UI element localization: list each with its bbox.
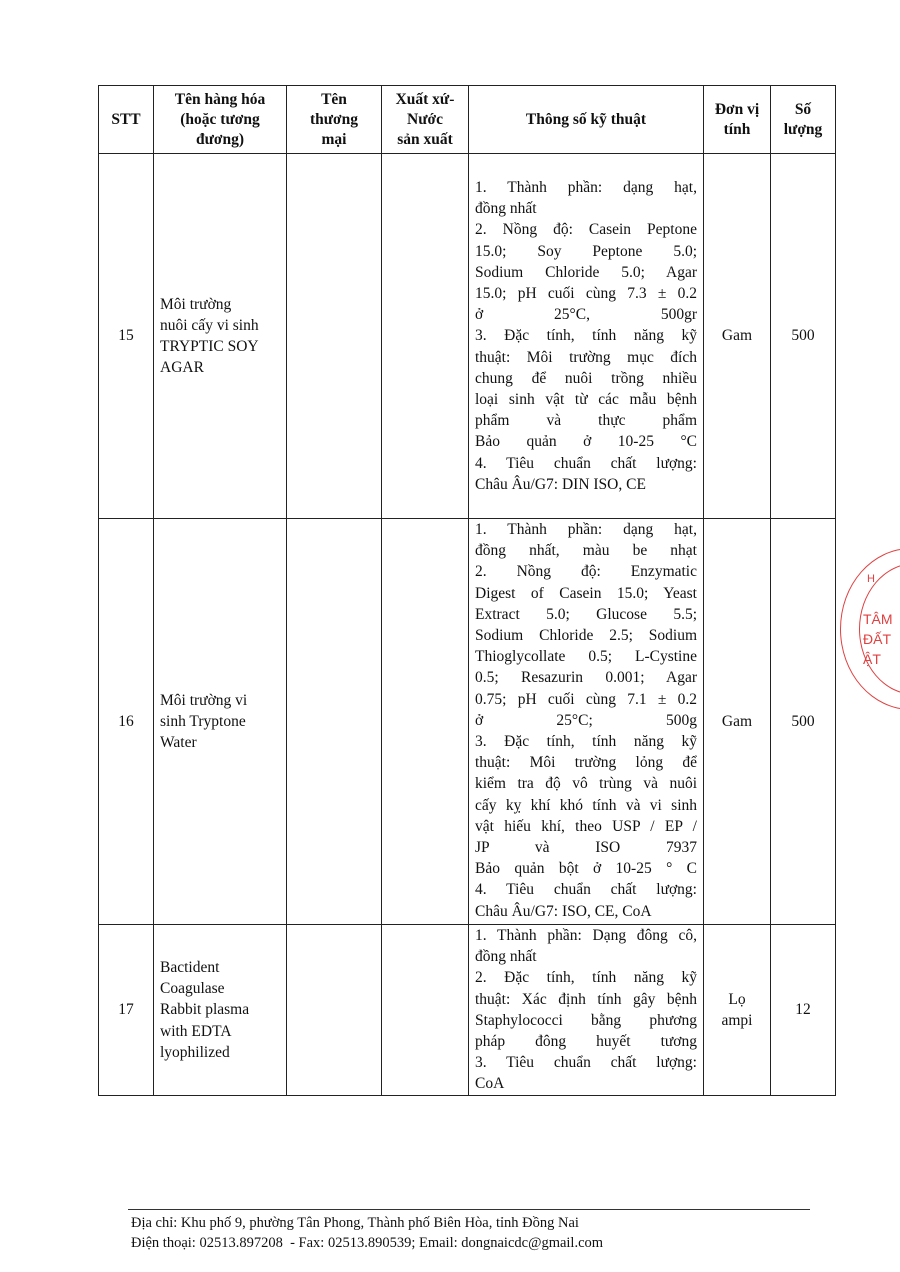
- stamp-text: H: [867, 573, 875, 585]
- footer-contact: Điện thoại: 02513.897208 - Fax: 02513.890539; Email: dongnaicdc@gmail.com: [131, 1235, 604, 1251]
- spec-line: 1. Thành phần: dạng hạt,: [475, 179, 697, 196]
- spec-line: 0.5; Resazurin 0.001; Agar: [475, 669, 697, 687]
- spec-line: 2. Nồng độ: Enzymatic: [475, 563, 697, 581]
- table-row: [99, 154, 836, 519]
- header-stt: STT: [99, 86, 154, 154]
- header-qty: Số lượng: [771, 86, 836, 154]
- spec-line: Sodium Chloride 5.0; Agar: [475, 263, 697, 281]
- spec-line: 1. Thành phần: Dạng đông cô,: [475, 927, 697, 944]
- spec-line: cấy kỵ khí khó tính và vi sinh: [475, 796, 697, 814]
- spec-line: 1. Thành phần: dạng hạt,: [475, 521, 697, 538]
- row-item-name: Môi trường vi sinh Tryptone Water: [154, 519, 287, 925]
- spec-line: ở 25°C, 500gr: [475, 306, 697, 324]
- row-origin: [382, 154, 469, 519]
- stamp-text: ẬT: [863, 651, 881, 667]
- row-unit: Lọ ampi: [704, 925, 771, 1096]
- spec-line: vật hiếu khí, theo USP / EP /: [475, 817, 697, 835]
- row-spec: [469, 925, 704, 1096]
- row-qty: 500: [771, 154, 836, 519]
- stamp-inner-ring: [859, 563, 900, 695]
- spec-line: 4. Tiêu chuẩn chất lượng:: [475, 881, 697, 899]
- spec-line: đồng nhất: [475, 200, 537, 218]
- spec-line: thuật: Xác định tính gây bệnh: [475, 990, 697, 1008]
- footer-divider: [128, 1209, 810, 1210]
- spec-line: thuật: Môi trường mục đích: [475, 348, 697, 366]
- spec-line: Bảo quản bột ở 10-25 ° C: [475, 860, 697, 878]
- spec-line: phẩm và thực phẩm: [475, 412, 697, 430]
- spec-line: Thioglycollate 0.5; L-Cystine: [475, 648, 697, 666]
- row-spec: [469, 154, 704, 519]
- row-brand: [287, 519, 382, 925]
- spec-line: 15.0; Soy Peptone 5.0;: [475, 242, 697, 260]
- row-stt: 17: [99, 925, 154, 1096]
- spec-line: 4. Tiêu chuẩn chất lượng:: [475, 454, 697, 472]
- stamp-text: ĐẤT: [863, 631, 891, 647]
- row-stt: 16: [99, 519, 154, 925]
- page-footer: [131, 1213, 603, 1253]
- header-item-name: Tên hàng hóa (hoặc tương đương): [154, 86, 287, 154]
- spec-line: chung để nuôi trồng nhiều: [475, 369, 697, 387]
- spec-line: Staphylococci bằng phương: [475, 1011, 697, 1029]
- spec-line: đồng nhất: [475, 948, 537, 966]
- row-qty: 500: [771, 519, 836, 925]
- spec-line: Extract 5.0; Glucose 5.5;: [475, 605, 697, 623]
- spec-line: loại sinh vật từ các mẫu bệnh: [475, 391, 697, 409]
- row-brand: [287, 925, 382, 1096]
- spec-line: 0.75; pH cuối cùng 7.1 ± 0.2: [475, 690, 697, 708]
- spec-line: CoA: [475, 1075, 505, 1093]
- table-row: [99, 519, 836, 925]
- spec-line: 2. Nồng độ: Casein Peptone: [475, 221, 697, 239]
- spec-line: 3. Tiêu chuẩn chất lượng:: [475, 1054, 697, 1072]
- header-spec: Thông số kỹ thuật: [469, 86, 704, 154]
- spec-line: JP và ISO 7937: [475, 839, 697, 857]
- spec-line: thuật: Môi trường lỏng để: [475, 754, 697, 772]
- spec-line: Bảo quản ở 10-25 °C: [475, 433, 697, 451]
- spec-line: ở 25°C; 500g: [475, 711, 697, 729]
- row-item-name: Bactident Coagulase Rabbit plasma with EDTA lyophilized: [154, 925, 287, 1096]
- row-unit: Gam: [704, 154, 771, 519]
- row-origin: [382, 925, 469, 1096]
- spec-line: Châu Âu/G7: DIN ISO, CE: [475, 475, 646, 493]
- row-origin: [382, 519, 469, 925]
- table-header-row: [99, 86, 836, 154]
- spec-line: Digest of Casein 15.0; Yeast: [475, 584, 697, 602]
- spec-line: đồng nhất, màu be nhạt: [475, 542, 697, 560]
- header-brand: Tên thương mại: [287, 86, 382, 154]
- spec-line: 15.0; pH cuối cùng 7.3 ± 0.2: [475, 285, 697, 303]
- row-spec: [469, 519, 704, 925]
- footer-address: Địa chỉ: Khu phố 9, phường Tân Phong, Thành phố Biên Hòa, tỉnh Đồng Nai: [131, 1215, 579, 1231]
- row-unit: Gam: [704, 519, 771, 925]
- spec-line: 3. Đặc tính, tính năng kỹ: [475, 327, 697, 345]
- spec-line: 3. Đặc tính, tính năng kỹ: [475, 733, 697, 751]
- row-item-name: Môi trường nuôi cấy vi sinh TRYPTIC SOY AGAR: [154, 154, 287, 519]
- stamp-text: TÂM: [863, 611, 893, 627]
- header-unit: Đơn vị tính: [704, 86, 771, 154]
- spec-line: 2. Đặc tính, tính năng kỹ: [475, 969, 697, 987]
- spec-line: Sodium Chloride 2.5; Sodium: [475, 627, 697, 645]
- red-seal-stamp: [840, 548, 900, 710]
- row-qty: 12: [771, 925, 836, 1096]
- spec-line: Châu Âu/G7: ISO, CE, CoA: [475, 902, 652, 920]
- row-stt: 15: [99, 154, 154, 519]
- specification-table: [98, 85, 836, 1096]
- spec-line: pháp đông huyết tương: [475, 1033, 697, 1051]
- table-row: [99, 925, 836, 1096]
- row-brand: [287, 154, 382, 519]
- spec-line: kiểm tra độ vô trùng và nuôi: [475, 775, 697, 793]
- header-origin: Xuất xứ- Nước sản xuất: [382, 86, 469, 154]
